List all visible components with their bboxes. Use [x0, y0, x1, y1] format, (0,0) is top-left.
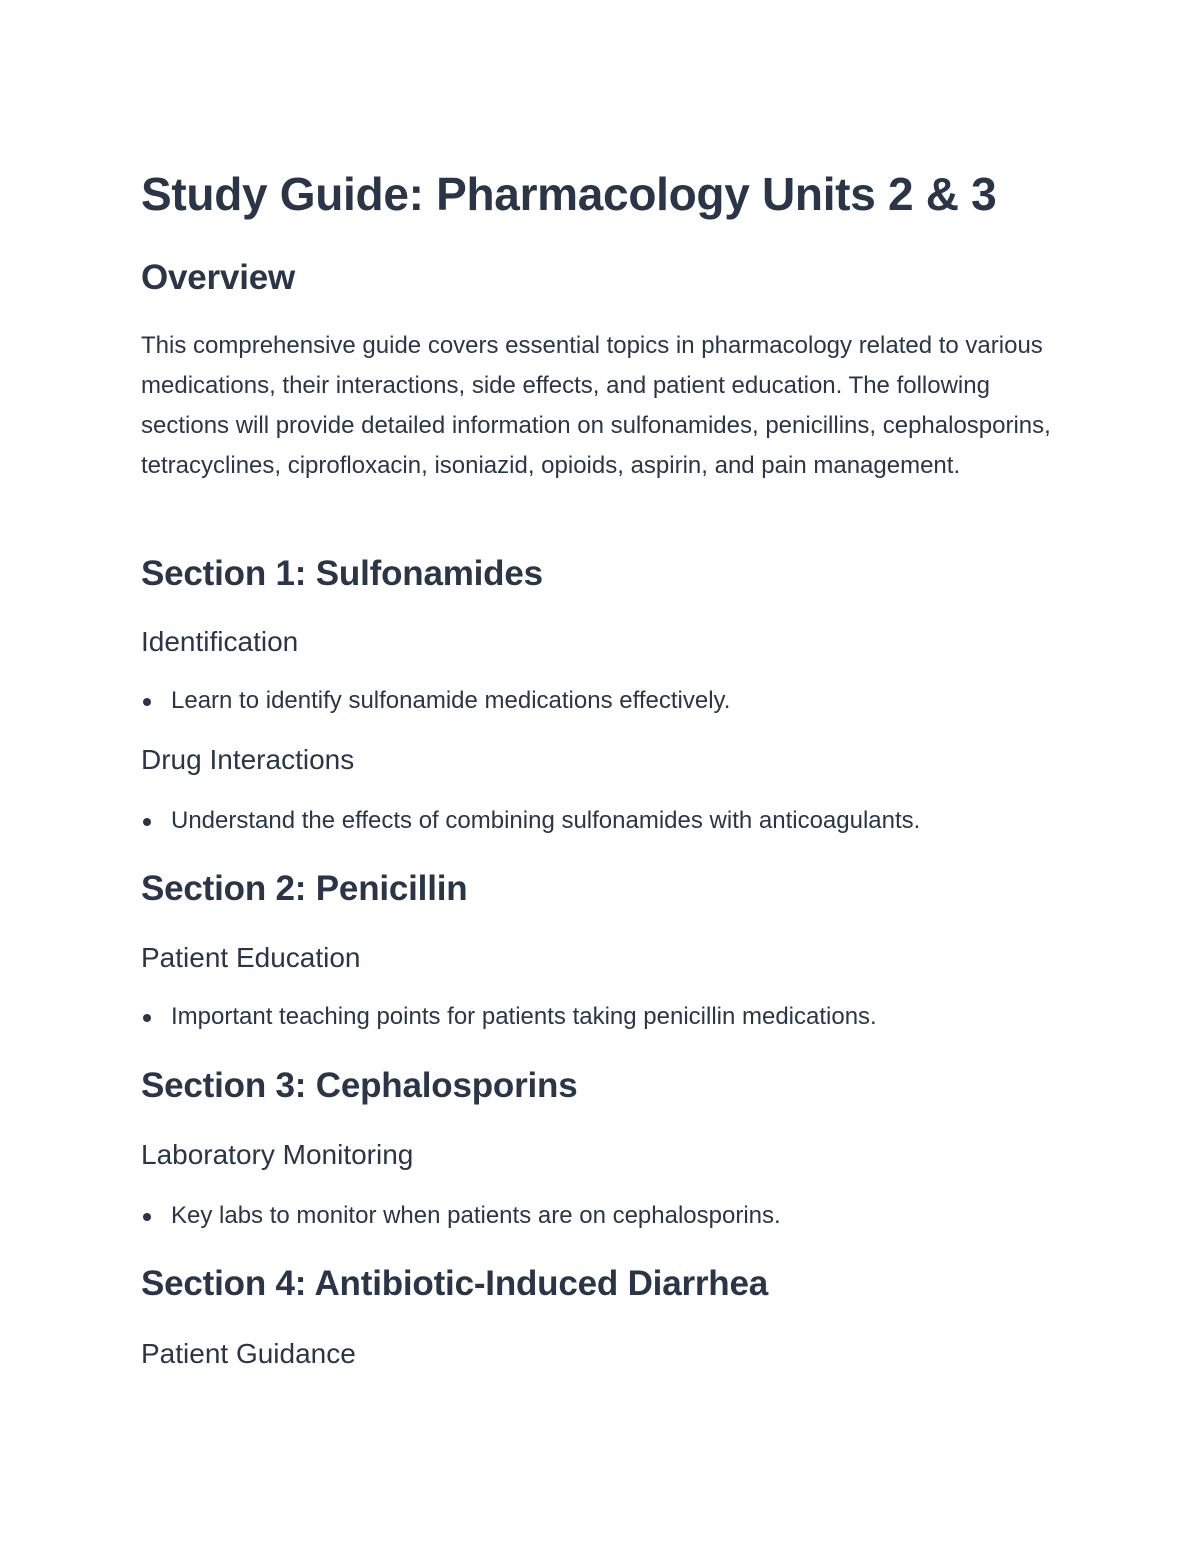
section-2-heading: Section 2: Penicillin: [141, 869, 468, 908]
list-item-text: Understand the effects of combining sulfonamides with anticoagulants.: [171, 807, 921, 834]
list-item-text: Key labs to monitor when patients are on cephalosporins.: [171, 1202, 781, 1229]
section-4-heading: Section 4: Antibiotic-Induced Diarrhea: [141, 1264, 769, 1303]
section-1-heading: Section 1: Sulfonamides: [141, 554, 543, 593]
overview-paragraph: This comprehensive guide covers essential topics in pharmacology related to various medications, their interactions, side effects, and patient education. The following sections will provide detailed information on sulfonamides, penicillins, cephalosporins, tetracyclines, ciprofloxacin, isoniazid, opioids, aspirin, and pain management.: [141, 332, 1051, 479]
section-4-subheading-patient-guidance: Patient Guidance: [141, 1338, 356, 1369]
section-3-laboratory-monitoring-list: [141, 1199, 781, 1233]
bullet-dot-icon: [143, 818, 151, 826]
list-item: [141, 804, 920, 838]
list-item: [141, 1000, 877, 1034]
bullet-dot-icon: [143, 1213, 151, 1221]
section-3-subheading-laboratory-monitoring: Laboratory Monitoring: [141, 1139, 414, 1170]
list-item: [141, 1199, 781, 1233]
list-item-text: Important teaching points for patients taking penicillin medications.: [171, 1003, 877, 1030]
section-1-subheading-identification: Identification: [141, 626, 299, 657]
section-2-patient-education-list: [141, 1000, 877, 1034]
document-title: Study Guide: Pharmacology Units 2 & 3: [141, 168, 997, 220]
section-1-drug-interactions-list: [141, 804, 920, 838]
section-1-subheading-drug-interactions: Drug Interactions: [141, 744, 355, 775]
list-item: [141, 684, 730, 718]
bullet-dot-icon: [143, 1014, 151, 1022]
bullet-dot-icon: [143, 698, 151, 706]
section-1-identification-list: [141, 684, 730, 718]
overview-heading: Overview: [141, 258, 296, 297]
section-3-heading: Section 3: Cephalosporins: [141, 1066, 578, 1105]
section-2-subheading-patient-education: Patient Education: [141, 942, 361, 973]
list-item-text: Learn to identify sulfonamide medications effectively.: [171, 687, 731, 714]
